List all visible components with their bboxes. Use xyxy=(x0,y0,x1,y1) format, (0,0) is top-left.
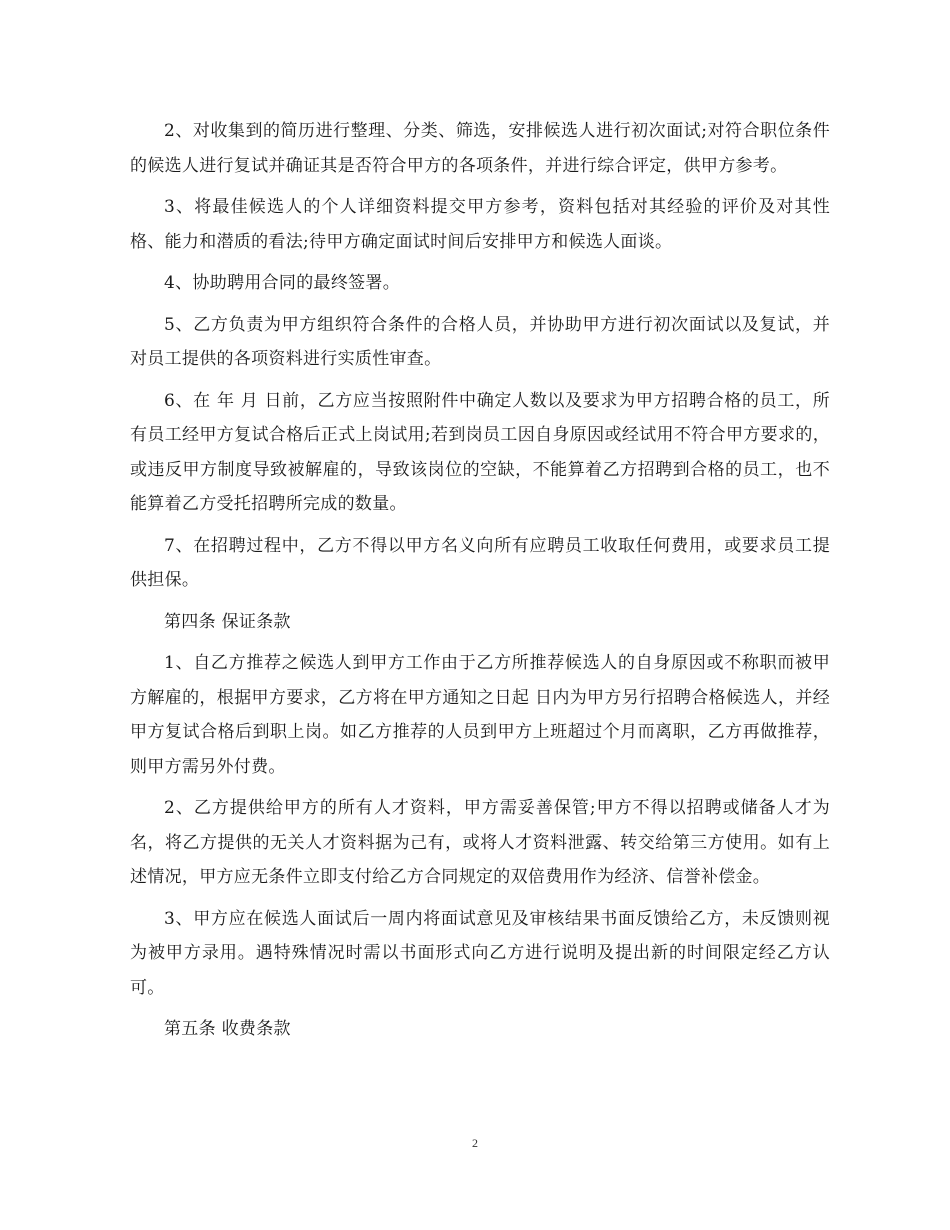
paragraph-clause-3-item-5: 5、乙方负责为甲方组织符合条件的合格人员，并协助甲方进行初次面试以及复试，并对员工提供的各项资料进行实质性审查。 xyxy=(130,314,830,369)
section-heading-article-4: 第四条 保证条款 xyxy=(164,611,291,632)
paragraph-clause-4-item-2: 2、乙方提供给甲方的所有人才资料，甲方需妥善保管;甲方不得以招聘或储备人才为名，将乙方提供的无关人才资料据为己有，或将人才资料泄露、转交给第三方使用。如有上述情况，甲方应无条件立即支付给乙方合同规定的双倍费用作为经济、信誉补偿金。 xyxy=(130,798,830,887)
document-body xyxy=(130,114,830,1054)
paragraph-clause-3-item-3: 3、将最佳候选人的个人详细资料提交甲方参考，资料包括对其经验的评价及对其性格、能力和潜质的看法;待甲方确定面试时间后安排甲方和候选人面谈。 xyxy=(130,197,830,252)
paragraph-clause-3-item-7: 7、在招聘过程中，乙方不得以甲方名义向所有应聘员工收取任何费用，或要求员工提供担保。 xyxy=(130,535,830,590)
paragraph-clause-3-item-2: 2、对收集到的简历进行整理、分类、筛选，安排候选人进行初次面试;对符合职位条件的候选人进行复试并确证其是否符合甲方的各项条件，并进行综合评定，供甲方参考。 xyxy=(130,121,830,176)
paragraph-clause-3-item-6: 6、在 年 月 日前，乙方应当按照附件中确定人数以及要求为甲方招聘合格的员工，所有员工经甲方复试合格后正式上岗试用;若到岗员工因自身原因或经试用不符合甲方要求的，或违反甲方制度导致被解雇的，导致该岗位的空缺，不能算着乙方招聘到合格的员工，也不能算着乙方受托招聘所完成的数量。 xyxy=(130,390,830,514)
paragraph-clause-3-item-4: 4、协助聘用合同的最终签署。 xyxy=(164,273,401,293)
page-number: 2 xyxy=(472,1136,478,1150)
paragraph-clause-4-item-3: 3、甲方应在候选人面试后一周内将面试意见及审核结果书面反馈给乙方，未反馈则视为被甲方录用。遇特殊情况时需以书面形式向乙方进行说明及提出新的时间限定经乙方认可。 xyxy=(130,908,830,998)
paragraph-clause-4-item-1: 1、自乙方推荐之候选人到甲方工作由于乙方所推荐候选人的自身原因或不称职而被甲方解雇的，根据甲方要求，乙方将在甲方通知之日起 日内为甲方另行招聘合格候选人，并经甲方复试合格后到职上岗。如乙方推荐的人员到甲方上班超过个月而离职，乙方再做推荐，则甲方需另外付费。 xyxy=(130,653,830,777)
section-heading-article-5: 第五条 收费条款 xyxy=(164,1019,291,1039)
